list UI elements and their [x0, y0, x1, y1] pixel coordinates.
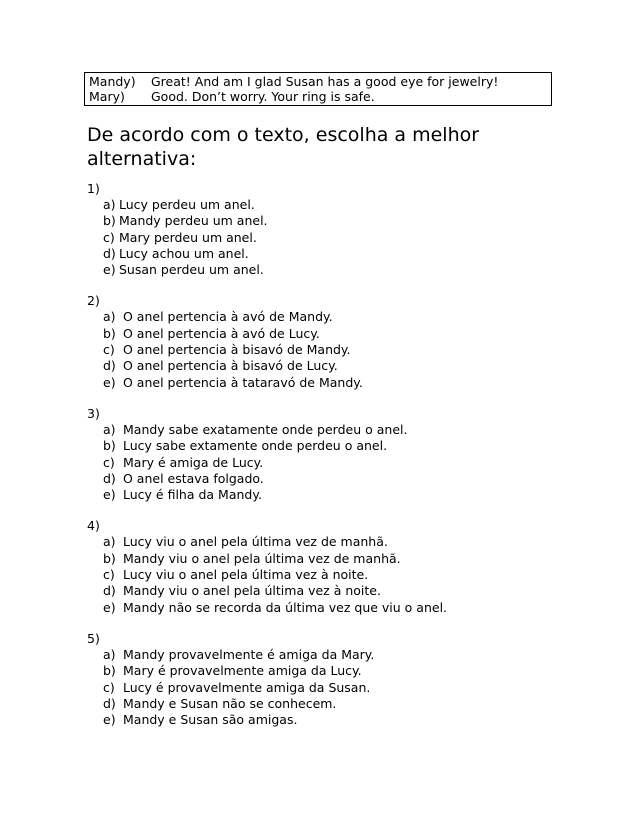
option-text: Susan perdeu um anel. — [119, 262, 264, 278]
option-item — [103, 680, 607, 696]
question-5 — [87, 630, 607, 728]
option-text: O anel estava folgado. — [123, 470, 264, 486]
speaker-name: Mary) — [89, 89, 125, 104]
option-letter: d) — [103, 358, 116, 374]
option-item — [103, 455, 607, 471]
question-spacer — [87, 391, 607, 405]
option-text: O anel pertencia à avó de Mandy. — [123, 309, 333, 325]
option-item — [103, 422, 607, 438]
speech-text: Great! And am I glad Susan has a good eye for jewelry! — [151, 74, 499, 89]
option-text: Mandy não se recorda da última vez que viu o anel. — [123, 599, 448, 615]
question-4 — [87, 517, 607, 615]
option-item — [103, 213, 607, 229]
option-letter: b) — [103, 325, 116, 341]
option-item — [103, 375, 607, 391]
option-letter: b) — [103, 213, 116, 229]
option-text: Mandy provavelmente é amiga da Mary. — [123, 646, 375, 662]
option-item — [103, 342, 607, 358]
option-list — [87, 309, 607, 390]
option-list — [87, 534, 607, 615]
option-letter: d) — [103, 583, 116, 599]
option-list — [87, 422, 607, 503]
option-item — [103, 712, 607, 728]
option-letter: e) — [103, 712, 116, 728]
question-3 — [87, 405, 607, 503]
option-letter: c) — [103, 679, 115, 695]
option-item — [103, 663, 607, 679]
dialogue-line — [89, 74, 547, 89]
option-letter: b) — [103, 663, 116, 679]
option-letter: a) — [103, 309, 116, 325]
speech-text: Good. Don’t worry. Your ring is safe. — [151, 89, 375, 104]
option-letter: a) — [103, 534, 116, 550]
option-text: Mary é provavelmente amiga da Lucy. — [123, 663, 362, 679]
question-2 — [87, 292, 607, 390]
option-text: O anel pertencia à avó de Lucy. — [123, 325, 320, 341]
option-letter: e) — [103, 599, 116, 615]
option-letter: e) — [103, 487, 116, 503]
option-letter: e) — [103, 374, 116, 390]
option-text: Mandy e Susan são amigas. — [123, 712, 298, 728]
option-text: Mary é amiga de Lucy. — [123, 454, 264, 470]
question-number: 5) — [87, 630, 100, 646]
option-item — [103, 534, 607, 550]
question-number: 4) — [87, 518, 100, 534]
option-item — [103, 197, 607, 213]
option-letter: d) — [103, 695, 116, 711]
option-item — [103, 487, 607, 503]
question-number: 3) — [87, 405, 100, 421]
option-text: Mandy sabe exatamente onde perdeu o anel. — [123, 421, 408, 437]
option-letter: d) — [103, 470, 116, 486]
option-text: Mandy perdeu um anel. — [119, 213, 268, 229]
option-item — [103, 600, 607, 616]
dialogue-box — [84, 72, 552, 106]
option-letter: c) — [103, 229, 115, 245]
dialogue-line — [89, 89, 547, 104]
option-letter: a) — [103, 646, 116, 662]
option-letter: d) — [103, 245, 116, 261]
option-item — [103, 262, 607, 278]
option-item — [103, 309, 607, 325]
option-list — [87, 647, 607, 728]
option-text: Lucy viu o anel pela última vez à noite. — [123, 567, 369, 583]
option-letter: a) — [103, 421, 116, 437]
option-text: O anel pertencia à tataravó de Mandy. — [123, 374, 363, 390]
question-spacer — [87, 616, 607, 630]
option-item — [103, 326, 607, 342]
option-text: O anel pertencia à bisavó de Lucy. — [123, 358, 338, 374]
option-item — [103, 647, 607, 663]
option-text: Mandy viu o anel pela última vez à noite. — [123, 583, 381, 599]
question-number: 2) — [87, 293, 100, 309]
option-text: Lucy viu o anel pela última vez de manhã. — [123, 534, 388, 550]
option-item — [103, 230, 607, 246]
question-spacer — [87, 503, 607, 517]
option-letter: e) — [103, 262, 116, 278]
option-item — [103, 471, 607, 487]
option-letter: a) — [103, 197, 116, 212]
question-list — [87, 180, 607, 728]
option-text: Mandy viu o anel pela última vez de manhã. — [123, 550, 401, 566]
option-item — [103, 551, 607, 567]
option-text: Lucy achou um anel. — [119, 245, 249, 261]
option-letter: b) — [103, 438, 116, 454]
option-text: Mandy e Susan não se conhecem. — [123, 695, 337, 711]
option-text: Lucy é provavelmente amiga da Susan. — [123, 679, 371, 695]
exercise-heading: De acordo com o texto, escolha a melhor alternativa: — [87, 124, 480, 170]
option-list — [87, 197, 607, 278]
option-text: O anel pertencia à bisavó de Mandy. — [123, 342, 351, 358]
speaker-name: Mandy) — [89, 74, 136, 89]
option-text: Lucy perdeu um anel. — [119, 197, 255, 212]
question-number: 1) — [87, 181, 100, 196]
question-spacer — [87, 278, 607, 292]
option-letter: c) — [103, 567, 115, 583]
option-text: Lucy sabe extamente onde perdeu o anel. — [123, 438, 388, 454]
option-letter: b) — [103, 550, 116, 566]
option-item — [103, 696, 607, 712]
option-text: Lucy é filha da Mandy. — [123, 487, 262, 503]
option-item — [103, 567, 607, 583]
option-letter: c) — [103, 454, 115, 470]
option-letter: c) — [103, 342, 115, 358]
option-text: Mary perdeu um anel. — [119, 229, 257, 245]
question-1 — [87, 180, 607, 278]
option-item — [103, 246, 607, 262]
option-item — [103, 583, 607, 599]
option-item — [103, 358, 607, 374]
option-item — [103, 438, 607, 454]
